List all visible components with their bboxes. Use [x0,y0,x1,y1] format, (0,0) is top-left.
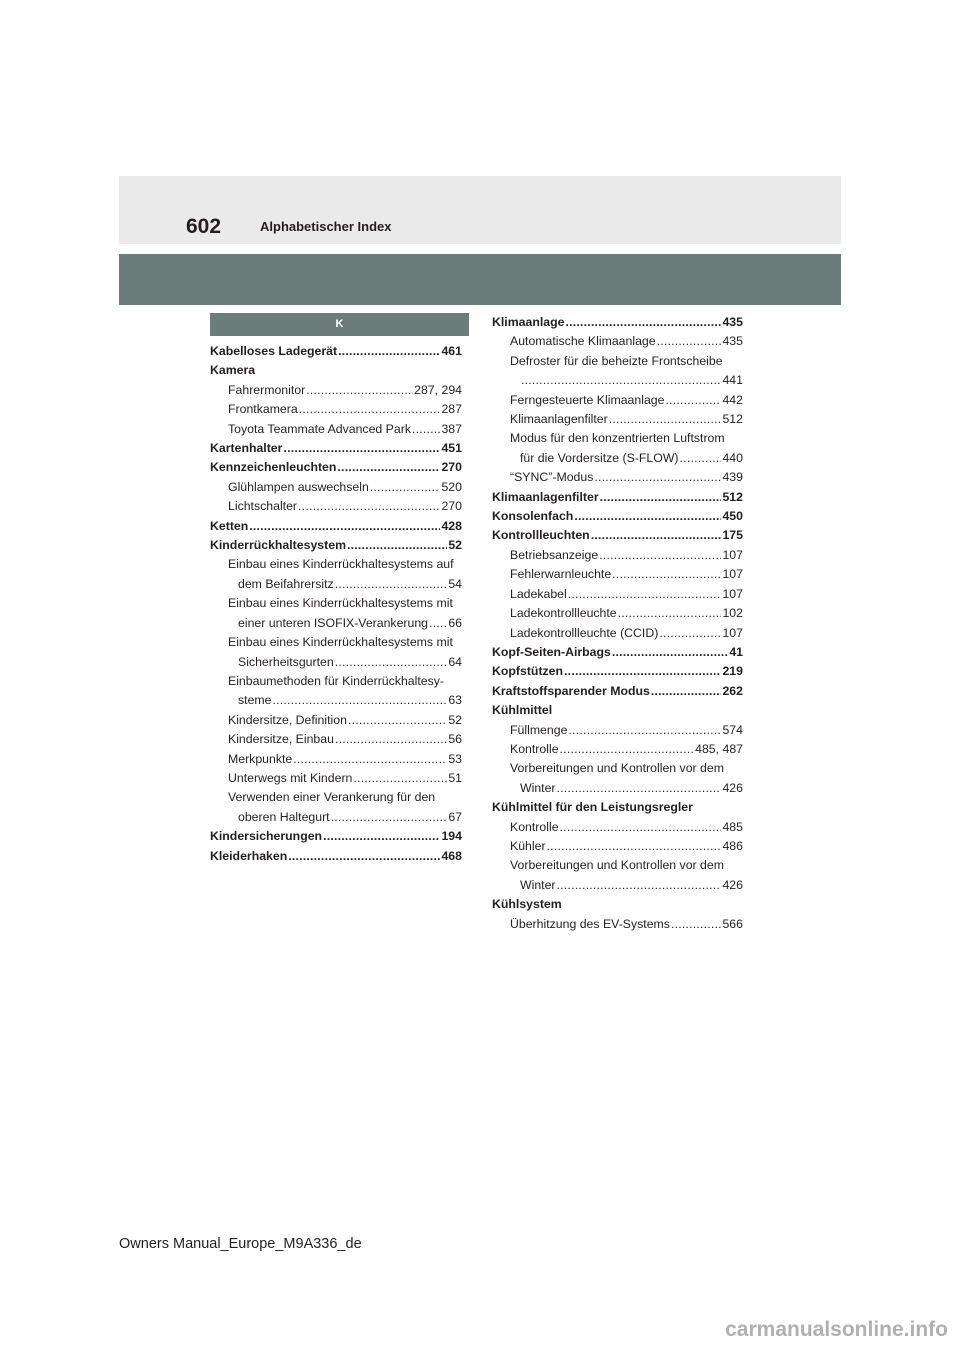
index-entry-page: 520 [441,479,462,494]
dot-leader [560,818,722,837]
index-entry-page: 66 [448,615,462,630]
dot-leader [557,876,722,895]
dot-leader [335,653,448,672]
index-entry-term: Winter [520,780,556,795]
index-entry-term: Ladekabel [510,586,567,601]
watermark: carmanualsonline.info [725,1318,948,1341]
dot-leader [335,730,447,749]
index-entry-page: 52 [448,538,462,553]
index-entry-page: 107 [722,567,743,582]
dot-leader [353,769,447,788]
dot-leader [306,381,413,400]
dot-leader [560,740,695,759]
index-entry [210,827,462,846]
index-entry-page: 287, 294 [414,382,462,397]
index-entry [210,691,462,710]
dot-leader [288,847,440,866]
index-entry-term: für die Vordersitze (S-FLOW) [520,450,679,465]
dot-leader [612,643,728,662]
index-entry [492,565,743,584]
index-entry [210,750,462,769]
index-entry-page: 441 [722,373,743,388]
index-entry [492,682,743,701]
index-entry [492,876,743,895]
index-entry-page: 262 [722,683,743,698]
index-entry [210,420,462,439]
dot-leader [594,468,721,487]
index-entry-term: Glühlampen auswechseln [228,479,369,494]
dot-leader [591,526,722,545]
index-entry [210,808,462,827]
index-entry [492,526,743,545]
dot-leader [331,808,448,827]
dot-leader [612,565,721,584]
index-entry [492,721,743,740]
index-column-left [210,313,462,866]
index-entry-page: 439 [722,470,743,485]
index-entry [210,769,462,788]
index-entry-term: Kindersitze, Einbau [228,732,334,747]
dot-leader [283,439,440,458]
dot-leader [299,400,441,419]
index-entry [210,342,462,361]
dot-leader [521,371,721,390]
index-entry: Kamera [210,363,256,378]
index-entry [210,497,462,516]
index-entry-page: 219 [722,664,743,679]
index-entry-page: 426 [722,877,743,892]
index-entry-page: 451 [441,441,462,456]
index-entry-term: Sicherheitsgurten [238,654,334,669]
page-number: 602 [186,215,222,238]
index-entry-term: Kartenhalter [210,441,283,456]
index-entry-page: 56 [448,732,462,747]
index-entry [210,517,462,536]
index-entry-term: Ferngesteuerte Klimaanlage [510,392,665,407]
dot-leader [298,497,440,516]
index-entry [210,536,462,555]
index-entry-term: “SYNC”-Modus [510,470,594,485]
index-entry-term: Kabelloses Ladegerät [210,344,338,358]
dot-leader [370,478,441,497]
index-entry-page: 270 [441,460,462,475]
index-entry-term: Ladekontrollleuchte [510,606,617,621]
index-entry-term: steme [238,693,272,708]
index-entry [210,575,462,594]
dot-leader [666,391,722,410]
index-entry-term: Kontrollleuchten [492,528,590,543]
index-entry: Einbau eines Kinderrückhaltesystems mit [228,635,453,650]
index-entry-term: Kopf-Seiten-Airbags [492,644,611,659]
index-entry-term: Fehlerwarnleuchte [510,567,612,582]
dot-leader [574,507,721,526]
index-entry-term: Toyota Teammate Advanced Park [228,421,411,436]
index-entry-page: 442 [722,392,743,407]
index-entry-page: 428 [441,518,462,533]
index-entry [492,546,743,565]
index-entry [492,662,743,681]
index-entry [492,818,743,837]
index-entry-page: 512 [722,412,743,427]
index-entry-term: Ladekontrollleuchte (CCID) [510,625,659,640]
index-entry-term: Klimaanlage [492,315,565,329]
index-entry-term: Kindersicherungen [210,829,323,844]
index-entry-term: Kontrolle [510,819,559,834]
index-entry-term: Kopfstützen [492,664,564,679]
index-letter-heading: K [210,313,469,336]
dot-leader [565,313,721,332]
index-entry [492,488,743,507]
index-entry-page: 175 [722,528,743,543]
dot-leader [618,604,722,623]
index-entry [210,458,462,477]
index-entry-page: 107 [722,586,743,601]
index-entry-term: Unterwegs mit Kindern [228,770,353,785]
index-entry-page: 435 [722,315,743,329]
index-entry: Modus für den konzentrierten Luftstrom [510,431,725,446]
index-entry-page: 486 [722,838,743,853]
dot-leader [412,420,441,439]
dot-leader [680,449,722,468]
index-entry [210,847,462,866]
index-entry [492,604,743,623]
dot-leader [657,332,722,351]
index-entry-page: 64 [448,654,462,669]
index-entry-page: 387 [441,421,462,436]
index-entry [210,478,462,497]
index-entry-term: Kindersitze, Definition [228,712,347,727]
index-list-right [492,313,743,934]
index-entry [210,730,462,749]
index-entry-term: Frontkamera [228,402,298,417]
index-entry: Vorbereitungen und Kontrollen vor dem [510,761,724,776]
index-entry-term: oberen Haltegurt [238,809,330,824]
index-entry [210,381,462,400]
dot-leader [671,915,722,934]
index-entry-term: Fahrermonitor [228,382,306,397]
dot-leader [599,546,721,565]
dot-leader [557,779,722,798]
index-entry-term: Kühler [510,838,546,853]
dot-leader [348,711,447,730]
index-entry [492,779,743,798]
index-entry-term: Betriebsanzeige [510,547,599,562]
index-entry-term: Winter [520,877,556,892]
index-entry-term: Kontrolle [510,741,559,756]
dot-leader [429,614,447,633]
index-entry-term: Klimaanlagenfilter [492,489,599,504]
index-entry-page: 435 [722,334,743,349]
index-column-right [492,313,743,934]
index-entry-page: 102 [722,606,743,621]
index-entry-page: 512 [722,489,743,504]
index-entry: Einbaumethoden für Kinderrückhaltesy- [228,673,445,688]
index-list-left [210,342,462,866]
index-entry: Einbau eines Kinderrückhaltesystems mit [228,596,453,611]
index-entry: Verwenden einer Verankerung für den [228,790,436,805]
dot-leader [338,342,440,361]
index-entry-page: 485, 487 [695,741,743,756]
index-entry: Einbau eines Kinderrückhaltesystems auf [228,557,454,572]
index-entry-term: Kinderrückhaltesystem [210,538,347,553]
index-entry-page: 41 [729,644,743,659]
index-entry [492,332,743,351]
index-entry-page: 574 [722,722,743,737]
index-entry-page: 107 [722,625,743,640]
index-entry-page: 461 [441,344,462,358]
index-entry-term: Merkpunkte [228,751,293,766]
index-entry-page: 485 [722,819,743,834]
dot-leader [337,458,440,477]
dot-leader [651,682,722,701]
index-entry-page: 440 [722,450,743,465]
index-entry-term: Kraftstoffsparender Modus [492,683,650,698]
index-entry-term: dem Beifahrersitz [238,576,334,591]
dot-leader [273,691,448,710]
footer-manual-id: Owners Manual_Europe_M9A336_de [119,1236,362,1252]
index-entry: Kühlmittel für den Leistungsregler [492,800,693,815]
dot-leader [659,624,721,643]
index-entry [492,585,743,604]
index-entry-page: 54 [448,576,462,591]
index-entry-page: 194 [441,829,462,844]
index-entry [492,410,743,429]
index-entry-term: Lichtschalter [228,499,298,514]
dot-leader [249,517,440,536]
index-entry [210,400,462,419]
index-entry-term: Ketten [210,518,249,533]
index-entry: Vorbereitungen und Kontrollen vor dem [510,858,724,873]
dot-leader [323,827,440,846]
index-entry-page: 270 [441,499,462,514]
index-entry [492,313,743,332]
index-entry-page: 566 [722,916,743,931]
index-entry [492,624,743,643]
dot-leader [347,536,447,555]
index-entry-page: 450 [722,509,743,524]
index-entry-page: 53 [448,751,462,766]
index-entry-page: 287 [441,402,462,417]
section-title: Alphabetischer Index [260,219,392,234]
index-entry-page: 52 [448,712,462,727]
index-entry-term: Füllmenge [510,722,568,737]
index-entry [492,391,743,410]
index-entry: Defroster für die beheizte Frontscheibe [510,353,723,368]
index-entry-page: 51 [448,770,462,785]
index-entry: Kühlmittel [492,703,553,718]
index-entry [492,643,743,662]
header-dark-band [119,254,841,305]
index-entry [492,837,743,856]
index-entry-page: 426 [722,780,743,795]
header-bar [119,176,841,244]
dot-leader [564,662,721,681]
index-entry-term: Automatische Klimaanlage [510,334,656,349]
index-entry-page: 63 [448,693,462,708]
dot-leader [568,721,721,740]
index-entry-term: Kennzeichenleuchten [210,460,337,475]
index-entry [210,439,462,458]
index-entry [210,653,462,672]
index-entry-term: Überhitzung des EV-Systems [510,916,670,931]
index-entry [492,740,743,759]
dot-leader [600,488,722,507]
dot-leader [609,410,722,429]
index-entry [492,915,743,934]
index-entry-term: Kleiderhaken [210,848,288,863]
index-entry-page: 107 [722,547,743,562]
index-entry-term: Konsolenfach [492,509,574,524]
index-entry [492,507,743,526]
index-entry-page: 468 [441,848,462,863]
dot-leader [335,575,448,594]
index-entry: Kühlsystem [492,897,562,912]
index-entry-term: Klimaanlagenfilter [510,412,608,427]
index-entry-page: 67 [448,809,462,824]
index-entry [492,449,743,468]
dot-leader [293,750,447,769]
index-entry [210,711,462,730]
dot-leader [547,837,722,856]
index-entry [492,371,743,390]
dot-leader [568,585,722,604]
index-entry-term: einer unteren ISOFIX-Verankerung [238,615,429,630]
index-entry [492,468,743,487]
index-entry [210,614,462,633]
